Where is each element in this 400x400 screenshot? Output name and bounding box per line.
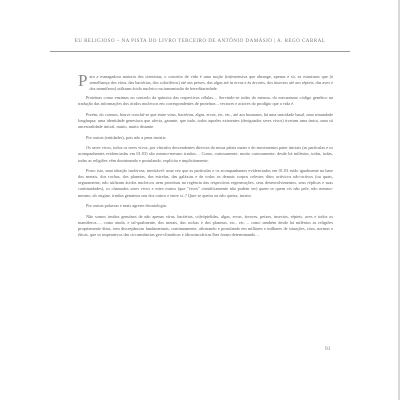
paragraph: Não somos irmãos genuínos de não apenas vírus, bactérias, coleóptelidas, algas, ervas, árvores, peixes, insectos, répteis, aves e todos os mamíferos…, como ainda, e tal-qualmente, dos metais, das rochas e dos planetas, etc., etc. – como também desde há milénios as religiões propriamente ditas, sem discrepâncias fundamentais, continuamente, afirmando e postulando em milhares e milhares de situações, ritos, normas e éticas, que os imperativos das circunstâncias geo-climáticas e idiossincráticas lhes foram determinando…: [78, 213, 333, 237]
body-text: [78, 71, 333, 324]
paragraph: Posto isto, uma ideação inoferosa, inevitável: uma vez que as partículas e os acompanhantes evidenciados em 01.03 estão igualmente na base dos metais, dos rochas, dos planetas, das estrelas, das galáxias e de todos os demais corpos celestes ditos actívicos não-activos (ou quais, seguramente, não utilizam ácidos nucleicos nem proteínas na regência das respectivas regenerações, seus desenvolvimentos, seus réplicas e suas continuidades), os chamados seres vivos e estes outros (que "vivos" cientificamente não podem ser) quem se quem vis não pele, não mesmo-mesmo, ab origine, irmãos genuínos uns dos outros e entre si..? Quer se queira ou não queira, insisto.: [78, 168, 333, 198]
paragraph: Os seres vivos, todos os seres vivos, por vínculos descendentes directos da nossa pátria mater e do movimentos pater iniciais (as partículas e os acompanhantes evidenciadas em 01.03) são mesmo-mesmo irmãos… Como, curiosamente, muito curiosamente, desde há milénios, todas, todas, todas as religiões vêm doutrinando e postulando, explícita e implicitamente.: [78, 145, 333, 163]
drop-cap: P: [78, 71, 88, 90]
header-rule: [50, 51, 350, 52]
paragraph-text: ara a esmagadora maioria dos cientistas, o conceito de vida é uma noção (in)extensiva que abrange, apenas e só, as estruturas que (à semelhança dos vírus, das bactérias, dos coloríferos) até aos peixes, das algas até às ervas e às árvores, dos insectos até aos répteis, das aves e dos mamíferos) utilizam ácido nucleico na transmissão de hereditariedade.: [89, 74, 333, 92]
paragraph: Porém, do cosmos, houve concluí-se que entre vírus, bactérias, algas, ervas, etc. etc., até aos humanos, há uma unicidade basal, uma irmandade longínqua; uma identidade genesíaca que afecta, garante, que tudo, todos aqueles existentes (designados seres vivos) tiveram uma única, uma só ancestralidade inicial, muito, muito distante.: [78, 111, 333, 130]
paragraph: Por outras palavras e mais agreste deontologia:: [86, 203, 167, 209]
paragraph: Proteínas como enzimas no controlo da química das respectivas células… Servindo-se todas do mesmo, do mecanismo código genético na tradução das informações dos ácidos nucleicos em correspondentes de proteínas – vectores e actores do prodígio que a vida é.: [78, 95, 333, 107]
paragraph: Por outras (entidades), pois não a pena insistir:: [86, 134, 167, 140]
paragraph: [78, 71, 333, 92]
running-head: EU RELIGIOSO – NA PISTA DO LIVRO TERCEIRO DE ANTÓNIO DAMÁSIO | A. REGO CABRAL: [74, 38, 326, 44]
page-number: 91: [325, 346, 331, 352]
